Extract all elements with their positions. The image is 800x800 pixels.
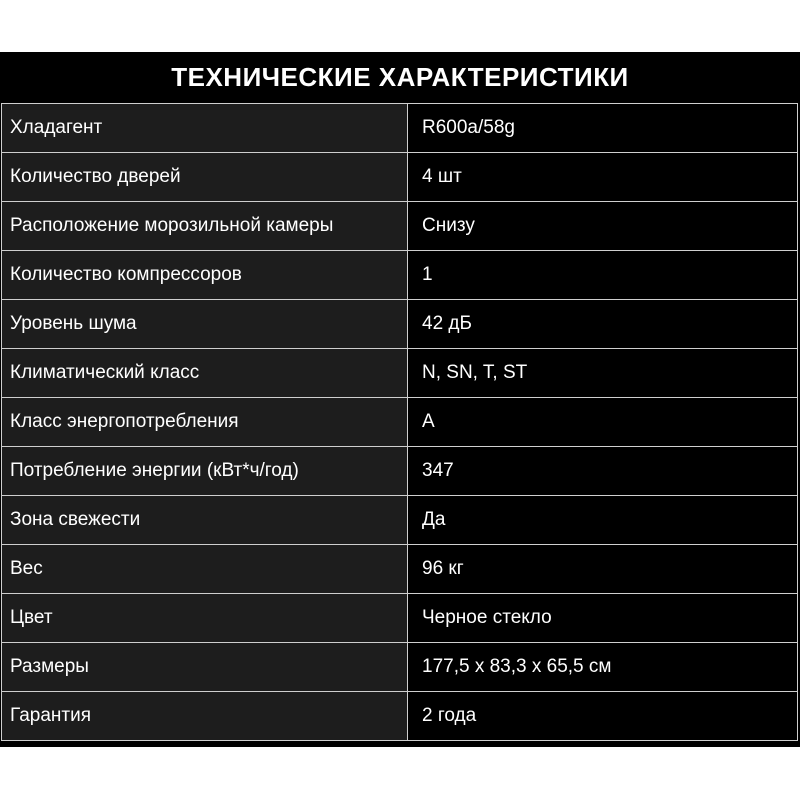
table-row bbox=[2, 398, 798, 447]
spec-value: 42 дБ bbox=[408, 300, 798, 349]
spec-value: Черное стекло bbox=[408, 594, 798, 643]
page-title: ТЕХНИЧЕСКИЕ ХАРАКТЕРИСТИКИ bbox=[171, 61, 629, 92]
spec-label: Зона свежести bbox=[2, 496, 408, 545]
spec-label: Количество компрессоров bbox=[2, 251, 408, 300]
spec-label: Вес bbox=[2, 545, 408, 594]
table-row bbox=[2, 496, 798, 545]
spec-label: Потребление энергии (кВт*ч/год) bbox=[2, 447, 408, 496]
spec-label: Климатический класс bbox=[2, 349, 408, 398]
table-row bbox=[2, 104, 798, 153]
spec-value: N, SN, T, ST bbox=[408, 349, 798, 398]
spec-label: Цвет bbox=[2, 594, 408, 643]
table-row bbox=[2, 692, 798, 741]
table-row bbox=[2, 153, 798, 202]
table-row bbox=[2, 349, 798, 398]
spec-label: Класс энергопотребления bbox=[2, 398, 408, 447]
spec-value: 177,5 x 83,3 x 65,5 см bbox=[408, 643, 798, 692]
spec-value: 2 года bbox=[408, 692, 798, 741]
spec-label: Хладагент bbox=[2, 104, 408, 153]
spec-label: Размеры bbox=[2, 643, 408, 692]
spec-value: 347 bbox=[408, 447, 798, 496]
table-row bbox=[2, 447, 798, 496]
spec-value: 96 кг bbox=[408, 545, 798, 594]
spec-value: 4 шт bbox=[408, 153, 798, 202]
spec-value: R600a/58g bbox=[408, 104, 798, 153]
spec-label: Расположение морозильной камеры bbox=[2, 202, 408, 251]
table-row bbox=[2, 643, 798, 692]
table-row bbox=[2, 251, 798, 300]
spec-value: 1 bbox=[408, 251, 798, 300]
table-row bbox=[2, 594, 798, 643]
table-row bbox=[2, 202, 798, 251]
specs-table bbox=[1, 103, 798, 741]
table-row bbox=[2, 545, 798, 594]
spec-label: Уровень шума bbox=[2, 300, 408, 349]
spec-value: Снизу bbox=[408, 202, 798, 251]
specs-panel bbox=[0, 52, 800, 747]
spec-label: Гарантия bbox=[2, 692, 408, 741]
spec-value: A bbox=[408, 398, 798, 447]
table-row bbox=[2, 300, 798, 349]
spec-label: Количество дверей bbox=[2, 153, 408, 202]
spec-value: Да bbox=[408, 496, 798, 545]
